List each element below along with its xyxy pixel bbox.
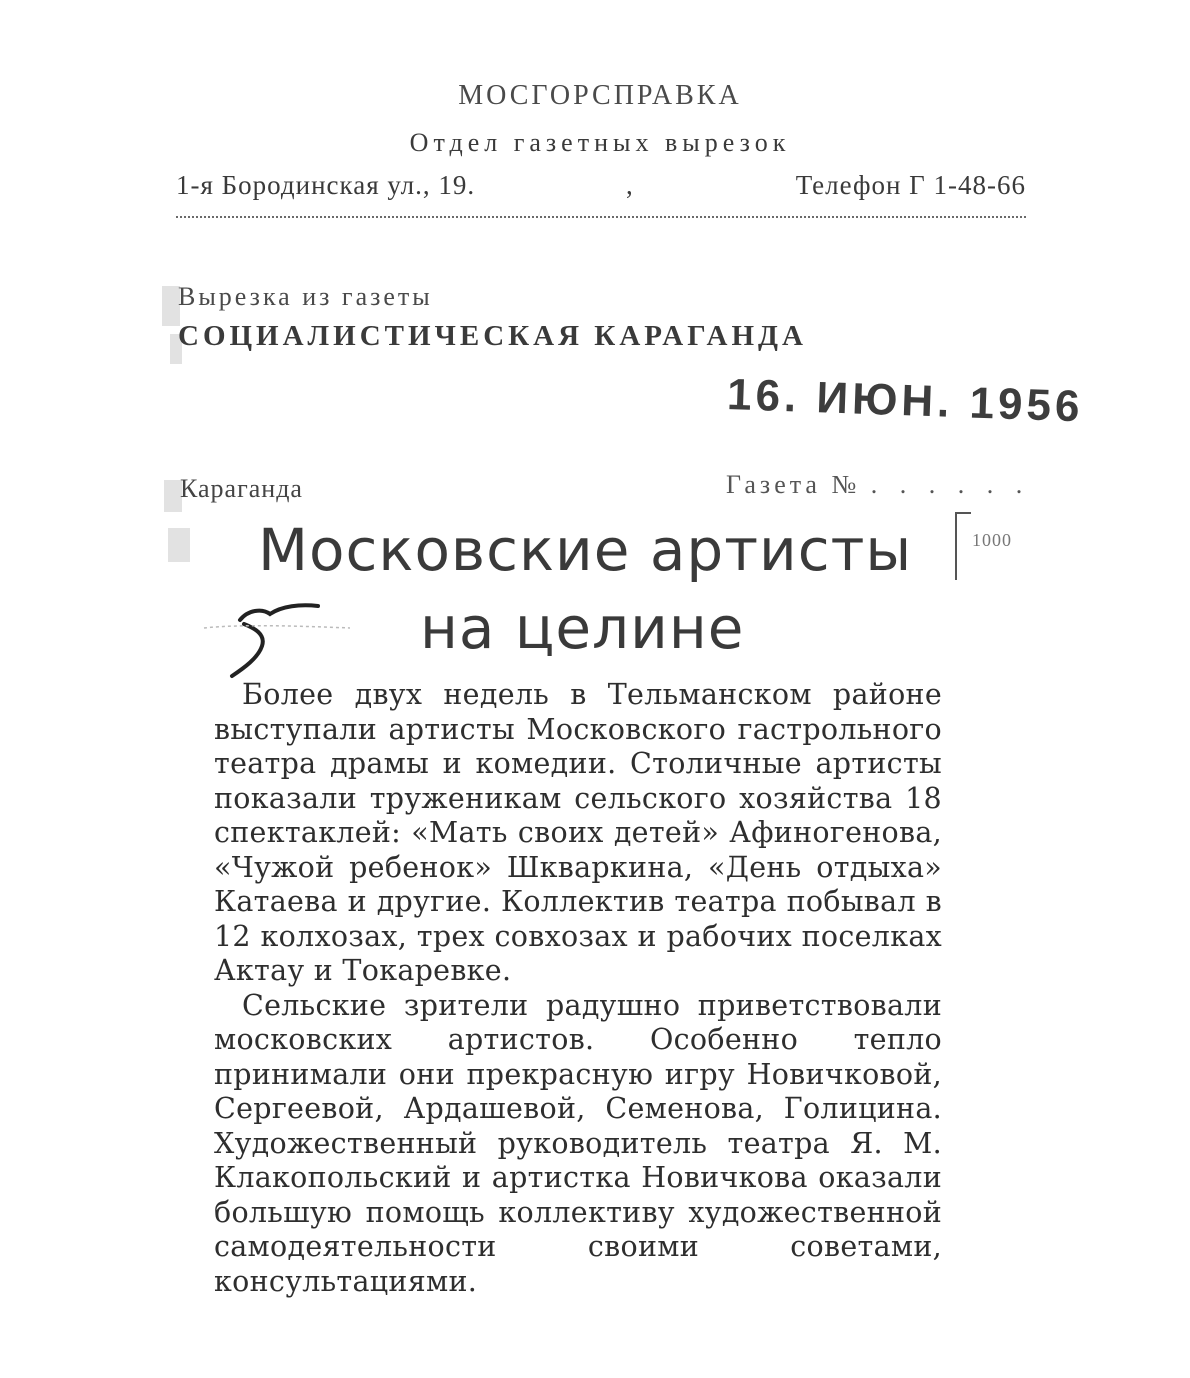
bureau-separator: , bbox=[626, 170, 634, 200]
article-paragraph: Более двух недель в Тельманском районе выступали артисты Московского гастрольного театра драмы и комедии. Столичные артисты показали труженикам сельского хозяйства 18 спектаклей: «Мать своих детей» Афиногенова, «Чужой ребенок» Шкваркина, «День отдыха» Катаева и другие. Коллектив театра побывал в 12 колхозах, трех совхозах и рабочих поселках Актау и Токаревке. bbox=[214, 678, 942, 987]
article-body bbox=[214, 678, 942, 1299]
city-label: Караганда bbox=[180, 474, 303, 503]
bureau-name: МОСГОРСПРАВКА bbox=[458, 80, 742, 111]
pencil-mark-icon bbox=[200, 598, 360, 688]
article-paragraph: Сельские зрители радушно приветствовали московских артистов. Особенно тепло принимали они прекрасную игру Новичковой, Сергеевой, Ардашевой, Семенова, Голицина. Художественный руководитель театра Я. М. Клакопольский и артистка Новичкова оказали большую помощь коллективу художественной самодеятельности своими советами, консультациями. bbox=[214, 988, 942, 1298]
bureau-phone: Телефон Г 1-48-66 bbox=[795, 170, 1026, 200]
article-headline-line-2: на целине bbox=[420, 594, 745, 662]
margin-bracket bbox=[955, 512, 957, 580]
bureau-address: 1-я Бородинская ул., 19. bbox=[176, 170, 476, 200]
scan-speck bbox=[168, 528, 190, 562]
margin-note: 1000 bbox=[972, 530, 1012, 550]
header-divider bbox=[176, 216, 1026, 218]
clipping-source-label: Вырезка из газеты bbox=[178, 282, 433, 311]
bureau-contact-line bbox=[176, 170, 1026, 204]
margin-bracket-top bbox=[955, 512, 971, 514]
article-headline-line-1: Московские артисты bbox=[258, 516, 913, 584]
date-stamp: 16. ИЮН. 1956 bbox=[726, 370, 1085, 432]
paper-number-value: . . . . . . bbox=[870, 470, 1031, 499]
bureau-department: Отдел газетных вырезок bbox=[409, 128, 791, 157]
newspaper-name: СОЦИАЛИСТИЧЕСКАЯ КАРАГАНДА bbox=[178, 320, 807, 352]
paper-number bbox=[726, 470, 1030, 500]
paper-number-label: Газета № bbox=[726, 470, 861, 499]
